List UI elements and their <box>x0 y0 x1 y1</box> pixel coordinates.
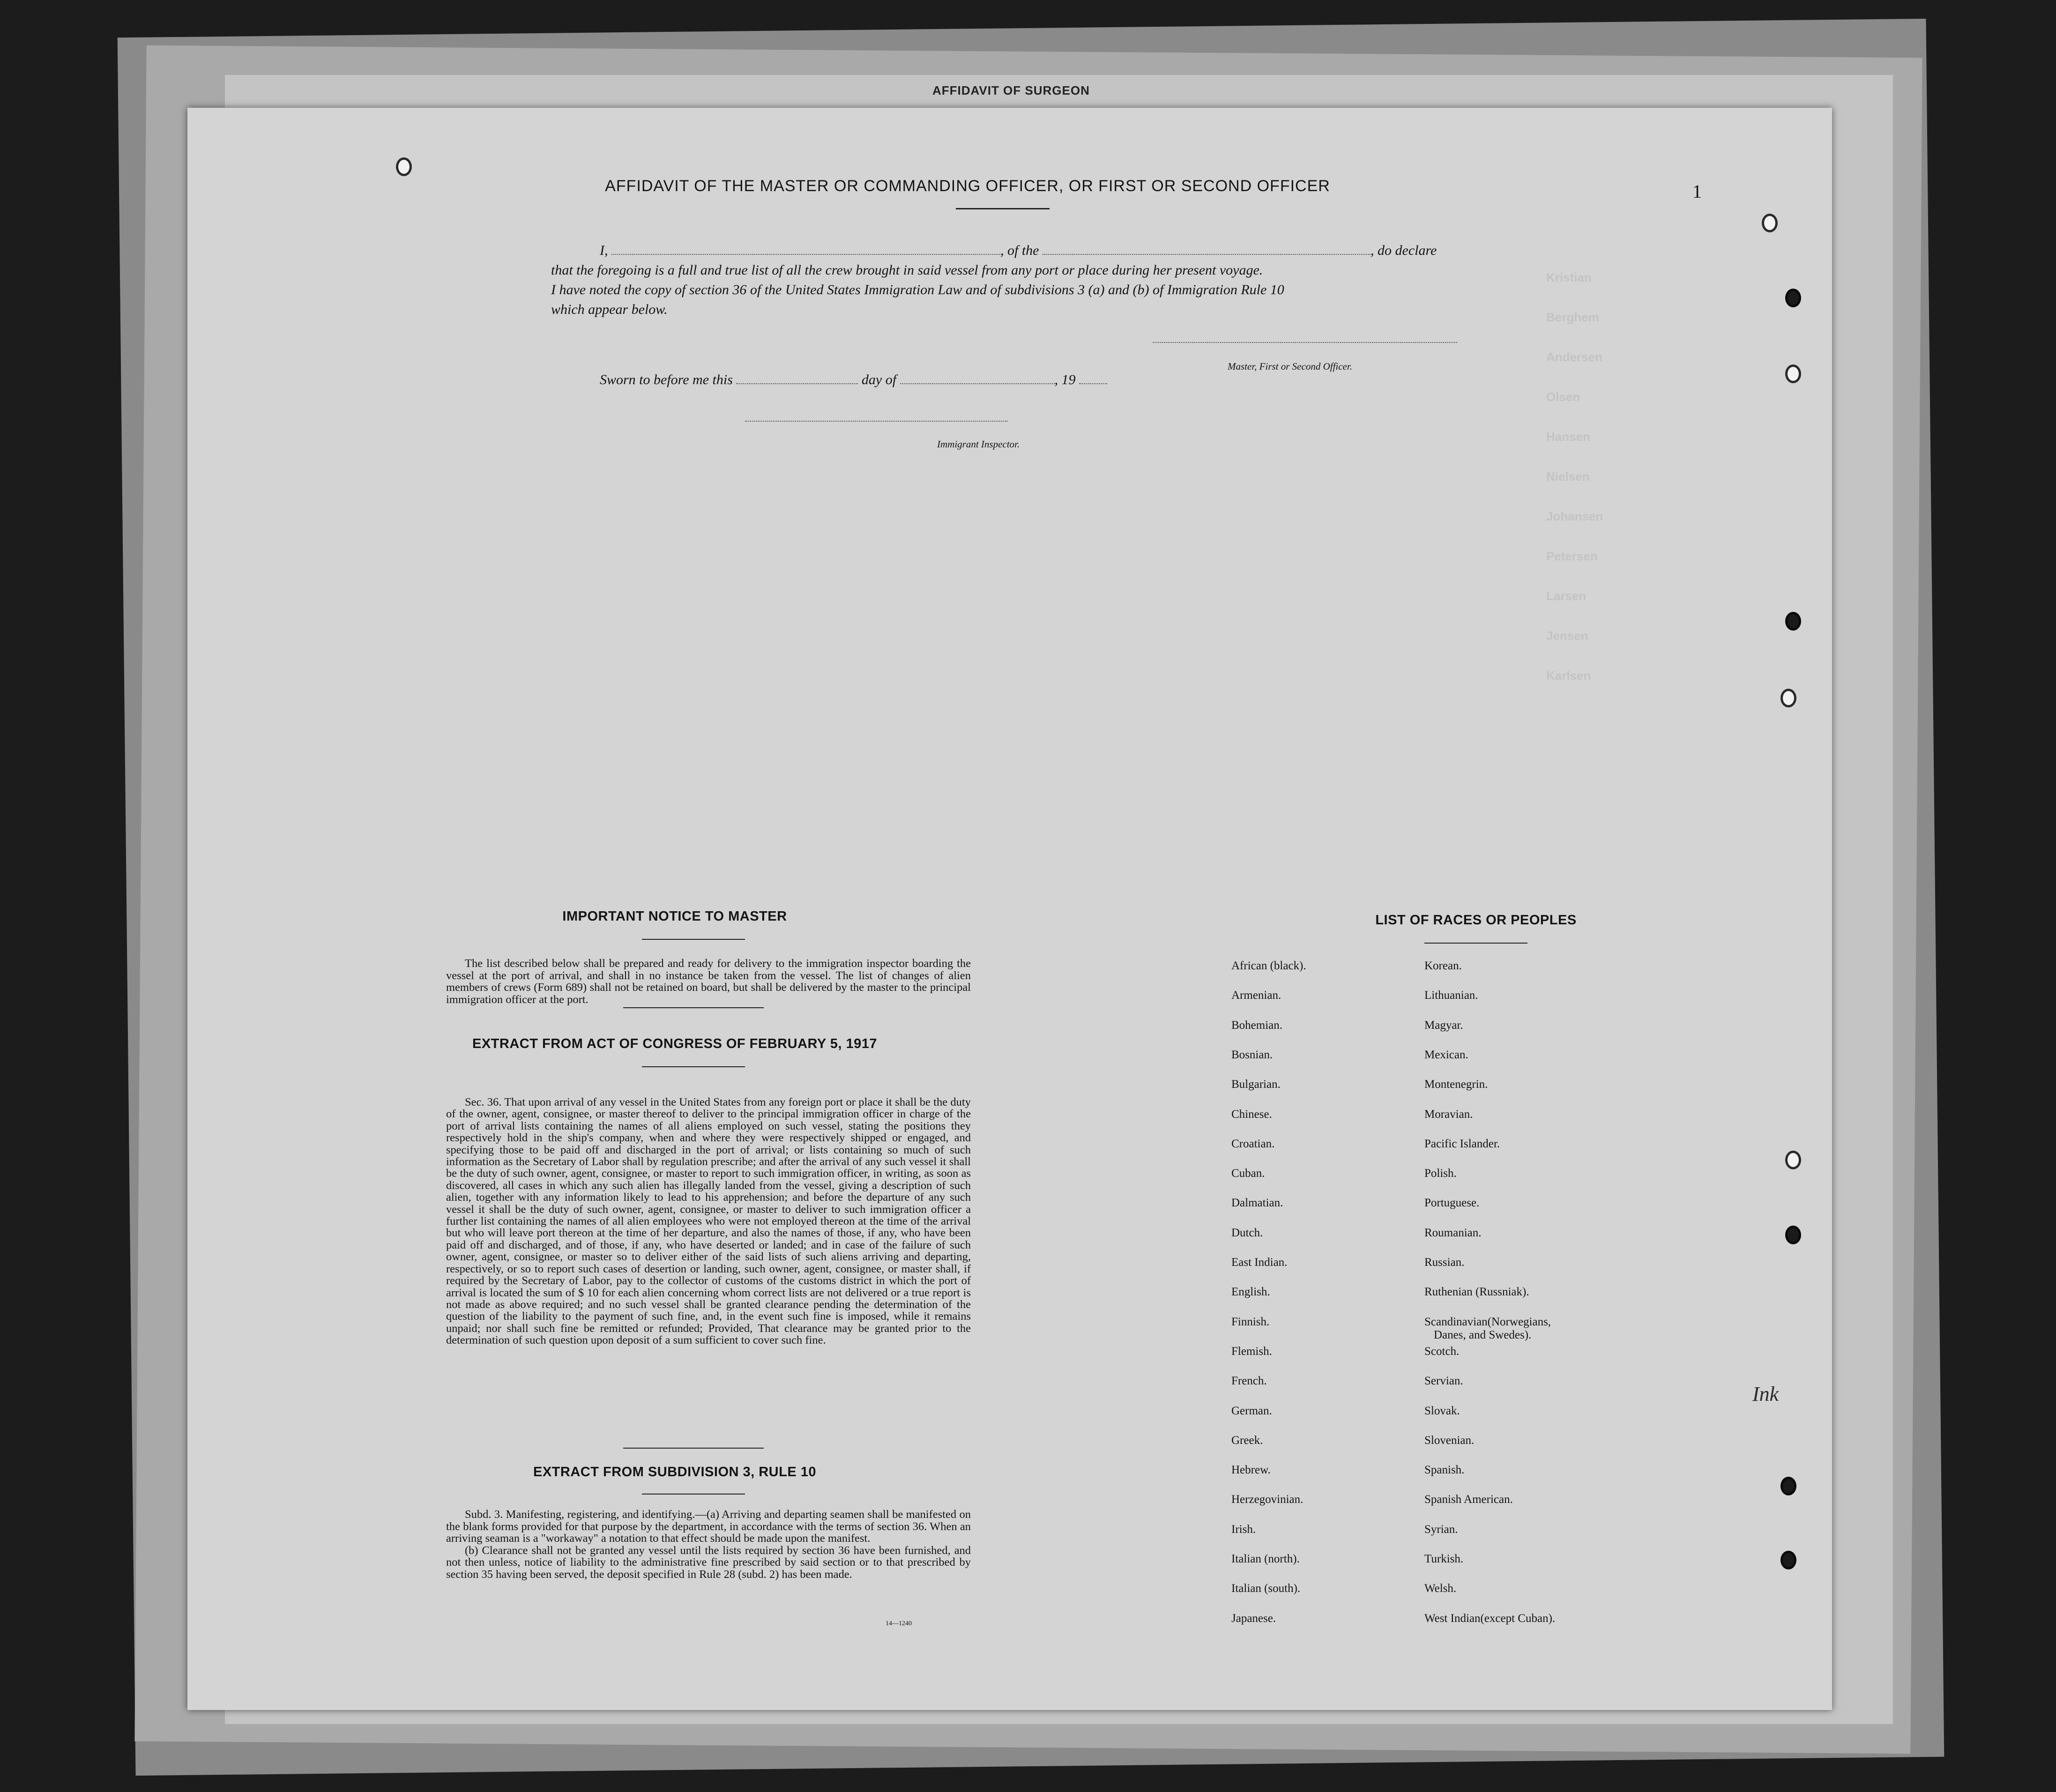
race-item-col2: Polish. <box>1424 1167 1457 1180</box>
punch-hole-icon <box>1762 214 1778 232</box>
race-item-col1: Cuban. <box>1231 1167 1265 1180</box>
punch-hole-icon <box>1785 612 1801 631</box>
race-item-col2: Moravian. <box>1424 1108 1473 1121</box>
race-item-col1: Italian (north). <box>1231 1553 1300 1565</box>
rule-text <box>446 1509 971 1580</box>
punch-hole-icon <box>396 157 412 176</box>
race-item-col1: Bosnian. <box>1231 1048 1273 1061</box>
title-rule <box>956 208 1050 209</box>
race-item-col1: Italian (south). <box>1231 1582 1301 1595</box>
act-rule <box>642 1066 745 1067</box>
sworn-month-field[interactable] <box>900 383 1055 384</box>
declare-suffix: , do declare <box>1371 243 1437 258</box>
rule-paragraph-a: Subd. 3. Manifesting, registering, and identifying.—(a) Arriving and departing seamen shall be manifested on the blank forms provided for that purpose by the department, in accordance with the terms of section 36. When an arriving seaman is a "workaway" a notation to that effect should be made upon the manifest. <box>446 1508 971 1545</box>
act-paragraph: Sec. 36. That upon arrival of any vessel in the United States from any foreign port or place it shall be the duty of the owner, agent, consignee, or master thereof to deliver to the principal immigration officer in charge of the port of arrival lists containing the names of all aliens employed on such vessel, stating the positions they respectively hold in the ship's company, when and where they were respectively shipped or engaged, and specifying those to be paid off and discharged in the port of arrival; or lists containing so much of such information as the Secretary of Labor shall by regulation prescribe; and after the arrival of any such vessel it shall be the duty of such owner, agent, consignee, or master to report to such immigration officer, in writing, as soon as discovered, all cases in which any such alien has illegally landed from the vessel, giving a description of such alien, together with any information likely to lead to his apprehension; and before the departure of any such vessel it shall be the duty of such owner, agent, consignee, or master to deliver to such immigration officer a further list containing the names of all alien employees who were not employed thereon at the time of the arrival but who will leave port thereon at the time of her departure, and also the names of those, if any, who have been paid off and discharged, and of those, if any, who have deserted or landed; and in case of the failure of such owner, agent, consignee, or master so to deliver either of the said lists of such aliens arriving and departing, respectively, or so to report such cases of desertion or landing, such owner, agent, consignee, or master shall, if required by the Secretary of Labor, pay to the collector of customs of the customs district in which the port of arrival is located the sum of $ 10 for each alien concerning whom correct lists are not delivered or a true report is not made as above required; and no such vessel shall be granted clearance pending the determination of the question of the liability to the payment of such fine, and, in the event such fine is imposed, while it remains unpaid; nor shall such fine be remitted or refunded; Provided, That clearance may be granted prior to the determination of such question upon deposit of a sum sufficient to cover such fine. <box>446 1096 971 1347</box>
rule-heading: EXTRACT FROM SUBDIVISION 3, RULE 10 <box>533 1465 816 1480</box>
vessel-name-field[interactable] <box>1043 254 1371 255</box>
race-item-col2: Turkish. <box>1424 1553 1464 1565</box>
race-item-col2: Danes, and Swedes). <box>1434 1328 1532 1341</box>
race-item-col1: English. <box>1231 1286 1270 1299</box>
race-item-col1: Dutch. <box>1231 1226 1263 1239</box>
inspector-signature-caption: Immigrant Inspector. <box>937 439 1020 450</box>
rule-heading-rule <box>642 1494 745 1495</box>
race-item-col1: Dalmatian. <box>1231 1197 1283 1210</box>
race-item-col2: West Indian(except Cuban). <box>1424 1612 1556 1625</box>
sworn-prefix: Sworn to before me this <box>600 372 733 387</box>
inspector-signature-field[interactable] <box>745 421 1007 422</box>
punch-hole-icon <box>1785 364 1801 383</box>
race-item-col1: Armenian. <box>1231 989 1281 1002</box>
sworn-year-label: , 19 <box>1054 372 1076 387</box>
master-signature-field[interactable] <box>1153 342 1457 343</box>
punch-hole-icon <box>1785 289 1801 307</box>
bleed-through-text: Kristian Berghem Andersen Olsen Hansen Nielsen Johansen Petersen Larsen Jensen Karlsen <box>1546 270 1603 683</box>
race-item-col2: Slovak. <box>1424 1404 1460 1417</box>
race-item-col1: Irish. <box>1231 1523 1256 1536</box>
race-item-col2: Pacific Islander. <box>1424 1137 1500 1150</box>
notice-rule <box>642 939 745 940</box>
race-item-col2: Lithuanian. <box>1424 989 1478 1002</box>
notice-paragraph: The list described below shall be prepared and ready for delivery to the immigration inspector boarding the vessel at the port of arrival, and shall in no instance be taken from the vessel. The list of changes of alien members of crews (Form 689) shall not be retained on board, but shall be delivered by the master to the principal immigration officer at the port. <box>446 957 971 1006</box>
race-item-col2: Syrian. <box>1424 1523 1458 1536</box>
race-item-col1: Greek. <box>1231 1434 1263 1447</box>
sworn-day-field[interactable] <box>736 383 858 384</box>
vessel-prefix: , of the <box>1000 243 1039 258</box>
races-heading: LIST OF RACES OR PEOPLES <box>1375 913 1577 928</box>
sworn-year-field[interactable] <box>1079 383 1107 384</box>
act-text <box>446 1096 971 1346</box>
race-item-col1: Flemish. <box>1231 1345 1272 1358</box>
race-item-col2: Spanish. <box>1424 1464 1465 1477</box>
margin-pencil-note: Ink <box>1752 1383 1779 1405</box>
race-item-col1: Croatian. <box>1231 1137 1275 1150</box>
declarant-name-field[interactable] <box>611 254 1000 255</box>
affidavit-title: AFFIDAVIT OF THE MASTER OR COMMANDING OFFICER, OR FIRST OR SECOND OFFICER <box>605 177 1330 195</box>
race-item-col2: Scotch. <box>1424 1345 1460 1358</box>
declaration-line-3: I have noted the copy of section 36 of the United States Immigration Law and of subdivisions 3 (a) and (b) of Immigration Rule 10 <box>551 282 1284 297</box>
punch-hole-icon <box>1785 1226 1801 1244</box>
race-item-col1: Japanese. <box>1231 1612 1276 1625</box>
race-item-col2: Roumanian. <box>1424 1226 1482 1239</box>
race-item-col2: Korean. <box>1424 959 1462 972</box>
race-item-col1: African (black). <box>1231 959 1306 972</box>
race-item-col1: Finnish. <box>1231 1315 1270 1328</box>
form-number: 14—1240 <box>886 1620 912 1627</box>
race-item-col2: Mexican. <box>1424 1048 1468 1061</box>
punch-hole-icon <box>1780 1551 1796 1569</box>
notice-heading: IMPORTANT NOTICE TO MASTER <box>562 909 787 924</box>
declarant-prefix: I, <box>600 243 608 258</box>
sworn-line <box>600 371 1107 389</box>
act-heading: EXTRACT FROM ACT OF CONGRESS OF FEBRUARY 5, 1917 <box>472 1036 878 1051</box>
race-item-col2: Ruthenian (Russniak). <box>1424 1286 1529 1299</box>
master-signature-caption: Master, First or Second Officer. <box>1228 361 1352 372</box>
surgeon-header: AFFIDAVIT OF SURGEON <box>932 83 1090 97</box>
race-item-col1: Hebrew. <box>1231 1464 1271 1477</box>
race-item-col2: Spanish American. <box>1424 1493 1513 1506</box>
punch-hole-icon <box>1785 1151 1801 1169</box>
race-item-col2: Magyar. <box>1424 1019 1463 1032</box>
race-item-col1: Bohemian. <box>1231 1019 1283 1032</box>
race-item-col1: East Indian. <box>1231 1256 1288 1269</box>
race-item-col1: French. <box>1231 1375 1267 1388</box>
race-item-col2: Servian. <box>1424 1375 1463 1388</box>
act-bottom-rule <box>623 1448 764 1449</box>
race-item-col2: Russian. <box>1424 1256 1465 1269</box>
declaration-line-1 <box>600 242 1437 260</box>
rule-paragraph-b: (b) Clearance shall not be granted any vessel until the lists required by section 36 have been furnished, and not then unless, notice of liability to the administrative fine prescribed by said section or to that prescribed by section 35 having been served, the deposit specified in Rule 28 (subd. 2) has been made. <box>446 1544 971 1581</box>
races-rule <box>1424 943 1527 944</box>
race-item-col1: Chinese. <box>1231 1108 1272 1121</box>
notice-text <box>446 958 971 1005</box>
page-number: 1 <box>1692 181 1702 202</box>
race-item-col2: Montenegrin. <box>1424 1078 1488 1091</box>
race-item-col2: Scandinavian(Norwegians, <box>1424 1315 1551 1328</box>
punch-hole-icon <box>1780 1477 1796 1495</box>
race-item-col1: Herzegovinian. <box>1231 1493 1304 1506</box>
race-item-col1: Bulgarian. <box>1231 1078 1281 1091</box>
affidavit-page <box>187 108 1832 1710</box>
sworn-day-label: day of <box>861 372 897 387</box>
race-item-col2: Portuguese. <box>1424 1197 1480 1210</box>
declaration-line-4: which appear below. <box>551 302 668 317</box>
declaration-line-2: that the foregoing is a full and true list of all the crew brought in said vessel from any port or place during her present voyage. <box>551 262 1263 278</box>
race-item-col2: Welsh. <box>1424 1582 1457 1595</box>
race-item-col1: German. <box>1231 1404 1272 1417</box>
punch-hole-icon <box>1780 689 1796 707</box>
notice-bottom-rule <box>623 1007 764 1008</box>
race-item-col2: Slovenian. <box>1424 1434 1475 1447</box>
